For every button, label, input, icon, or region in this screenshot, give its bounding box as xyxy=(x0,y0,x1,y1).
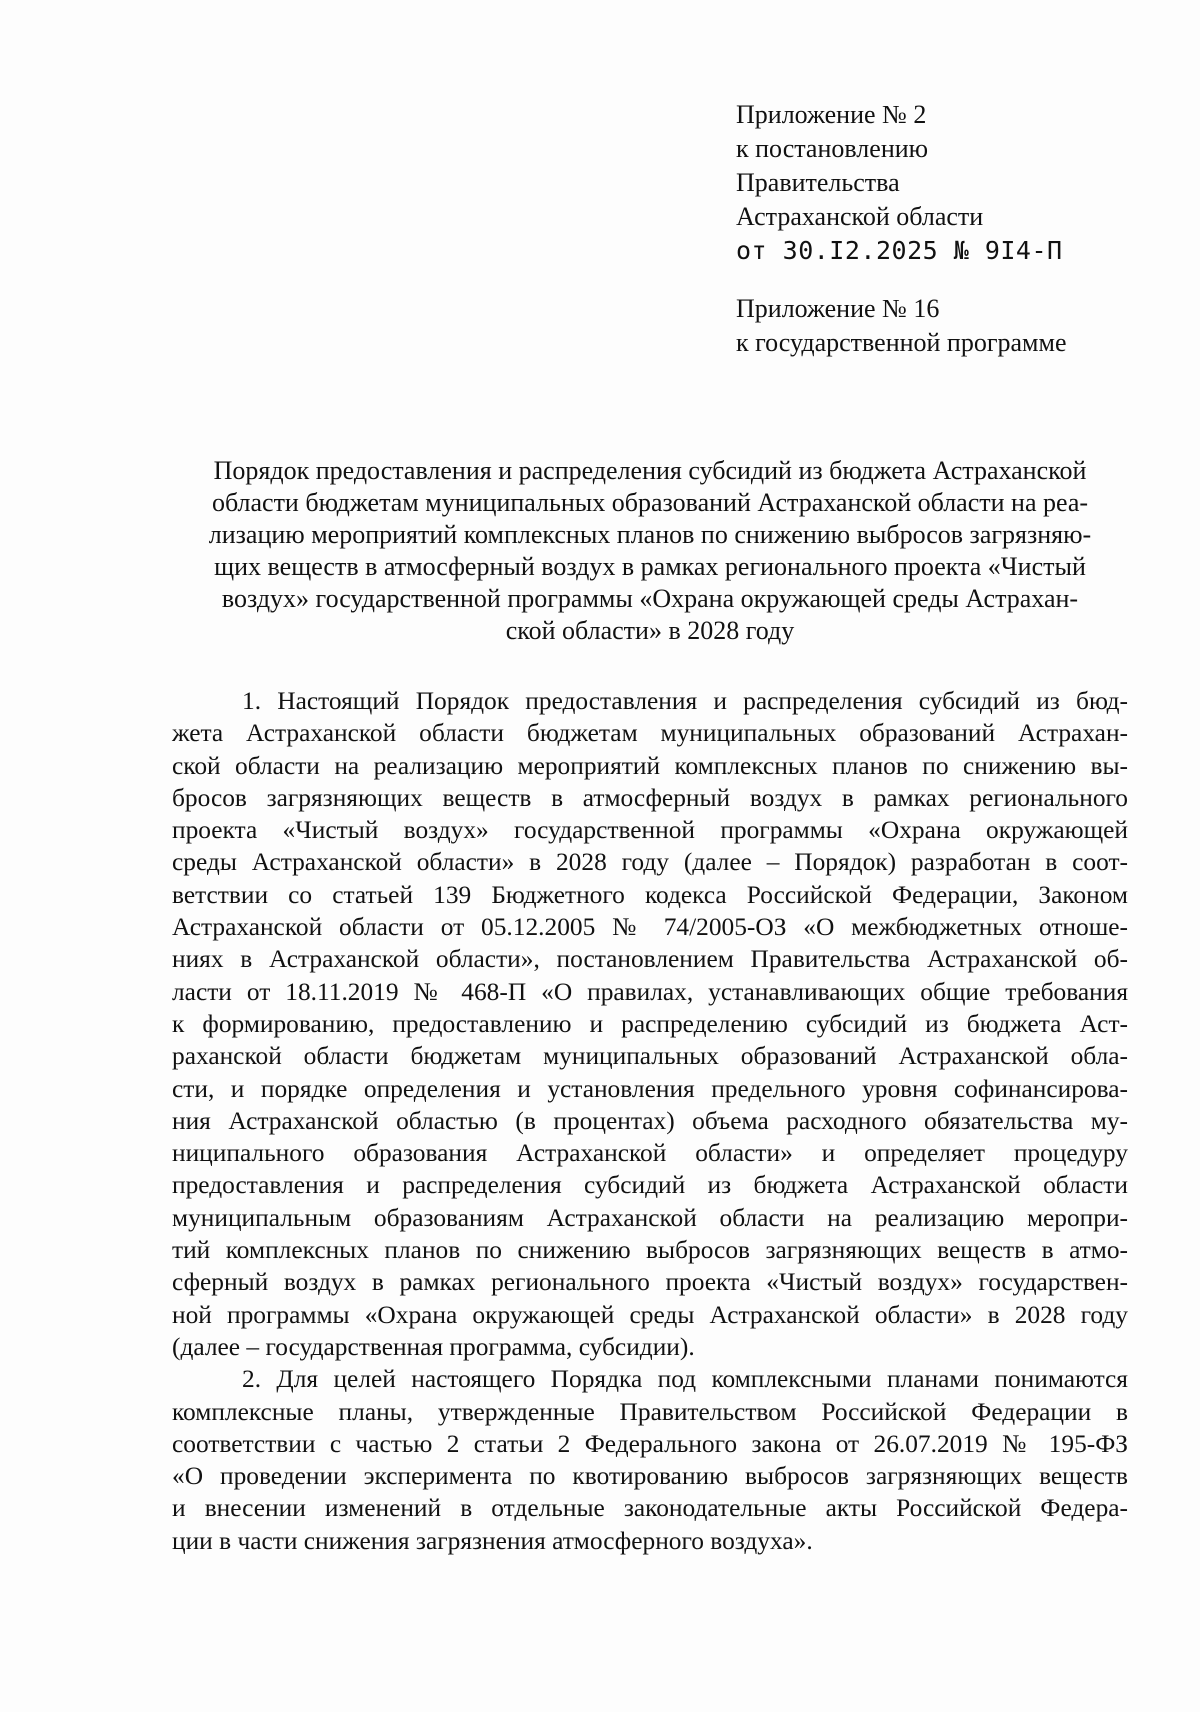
title-line: ской области» в 2028 году xyxy=(505,616,795,645)
paragraph-line: и внесении изменений в отдельные законодательные акты Российской Федера- xyxy=(172,1494,1128,1523)
paragraph-line: проекта «Чистый воздух» государственной программы «Охрана окружающей xyxy=(172,816,1128,845)
paragraph-line: среды Астраханской области» в 2028 году (далее – Порядок) разработан в соот- xyxy=(172,848,1128,877)
paragraph-line: 2. Для целей настоящего Порядка под комплексными планами понимаются xyxy=(242,1365,1128,1394)
paragraph-line: сти, и порядке определения и установления предельного уровня софинансирова- xyxy=(172,1074,1128,1103)
paragraph-line: ции в части снижения загрязнения атмосферного воздуха». xyxy=(172,1526,813,1555)
paragraph-line: ской области на реализацию мероприятий комплексных планов по снижению вы- xyxy=(172,751,1128,780)
appendix-header-resolution xyxy=(736,98,1063,268)
paragraph-line: ласти от 18.11.2019 № 468-П «О правилах, устанавливающих общие требования xyxy=(172,977,1128,1006)
resolution-date-number: от 30.I2.2025 № 9I4-П xyxy=(736,236,1063,265)
paragraph-line: ной программы «Охрана окружающей среды Астраханской области» в 2028 году xyxy=(172,1300,1128,1329)
title-line: воздух» государственной программы «Охрана окружающей среды Астрахан- xyxy=(221,584,1079,613)
paragraph-line: тий комплексных планов по снижению выбросов загрязняющих веществ в атмо- xyxy=(172,1236,1128,1265)
paragraph-line: «О проведении эксперимента по квотированию выбросов загрязняющих веществ xyxy=(172,1462,1128,1491)
document-title xyxy=(172,455,1128,647)
paragraph-line: Астраханской области от 05.12.2005 № 74/2005-ОЗ «О межбюджетных отноше- xyxy=(172,913,1128,942)
paragraph-line: ниципального образования Астраханской области» и определяет процедуру xyxy=(172,1139,1128,1168)
paragraph-2 xyxy=(172,1363,1128,1557)
appendix-line: Правительства xyxy=(736,168,900,197)
paragraph-line: ния Астраханской областью (в процентах) объема расходного обязательства му- xyxy=(172,1106,1128,1135)
appendix-line: к постановлению xyxy=(736,134,929,163)
appendix-line: Приложение № 2 xyxy=(736,100,927,129)
appendix-line: к государственной программе xyxy=(736,328,1067,357)
paragraph-line: муниципальным образованиям Астраханской области на реализацию меропри- xyxy=(172,1203,1128,1232)
title-line: области бюджетам муниципальных образований Астраханской области на реа- xyxy=(211,488,1089,517)
paragraph-1 xyxy=(172,685,1128,1363)
paragraph-line: к формированию, предоставлению и распределению субсидий из бюджета Аст- xyxy=(172,1009,1128,1038)
paragraph-line: раханской области бюджетам муниципальных образований Астраханской обла- xyxy=(172,1042,1128,1071)
paragraph-line: (далее – государственная программа, субсидии). xyxy=(172,1332,695,1361)
appendix-line: Астраханской области xyxy=(736,202,984,231)
paragraph-line: бросов загрязняющих веществ в атмосферный воздух в рамках регионального xyxy=(172,783,1128,812)
document-body xyxy=(172,685,1128,1557)
paragraph-line: сферный воздух в рамках регионального проекта «Чистый воздух» государствен- xyxy=(172,1268,1128,1297)
paragraph-line: ниях в Астраханской области», постановлением Правительства Астраханской об- xyxy=(172,945,1128,974)
paragraph-line: комплексные планы, утвержденные Правительством Российской Федерации в xyxy=(172,1397,1128,1426)
paragraph-line: 1. Настоящий Порядок предоставления и распределения субсидий из бюд- xyxy=(242,687,1128,715)
title-line: лизацию мероприятий комплексных планов по снижению выбросов загрязняю- xyxy=(208,520,1092,549)
paragraph-line: предоставления и распределения субсидий из бюджета Астраханской области xyxy=(172,1171,1128,1200)
appendix-header-program xyxy=(736,292,1067,360)
title-line: Порядок предоставления и распределения субсидий из бюджета Астраханской xyxy=(213,456,1087,485)
paragraph-line: жета Астраханской области бюджетам муниципальных образований Астрахан- xyxy=(172,719,1128,748)
title-line: щих веществ в атмосферный воздух в рамках регионального проекта «Чистый xyxy=(214,552,1086,581)
paragraph-line: ветствии со статьей 139 Бюджетного кодекса Российской Федерации, Законом xyxy=(172,880,1128,909)
appendix-line: Приложение № 16 xyxy=(736,294,940,323)
paragraph-line: соответствии с частью 2 статьи 2 Федерального закона от 26.07.2019 № 195-ФЗ xyxy=(172,1429,1128,1458)
